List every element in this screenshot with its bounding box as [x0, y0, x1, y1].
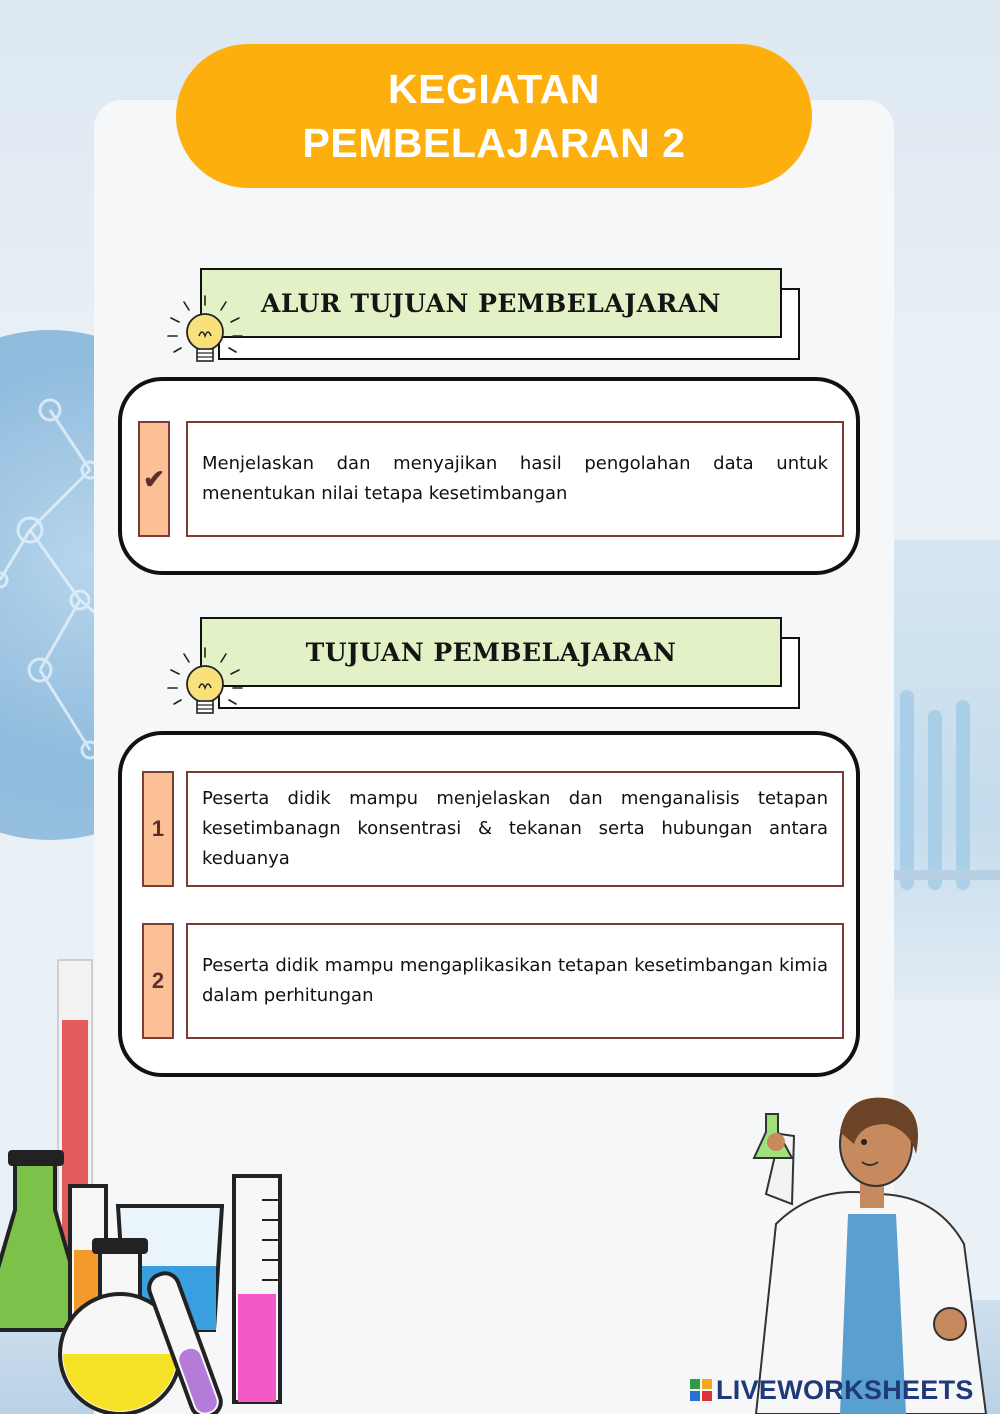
tujuan-item-text: Peserta didik mampu menjelaskan dan menganalisis tetapan kesetimbanagn konsentrasi & tekanan serta hubungan antara keduanya	[202, 788, 828, 869]
title-line-2: PEMBELAJARAN 2	[302, 120, 686, 166]
background-test-tubes	[890, 540, 1000, 1000]
test-tubes-icon	[890, 540, 1000, 1000]
light-bulb-icon	[164, 292, 246, 374]
check-icon: ✔	[138, 421, 170, 537]
alur-container	[118, 377, 860, 575]
header-label-box	[200, 268, 782, 338]
item-number-badge: 1	[142, 771, 174, 887]
item-number-badge: 2	[142, 923, 174, 1039]
liveworksheets-logo	[690, 1374, 974, 1406]
section-header-alur	[200, 268, 800, 360]
light-bulb-icon	[164, 644, 246, 726]
section-header-tujuan	[200, 617, 800, 709]
title-line-1: KEGIATAN	[387, 66, 601, 112]
section-heading-alur: ALUR TUJUAN PEMBELAJARAN	[260, 288, 722, 318]
header-label-box	[200, 617, 782, 687]
list-item	[186, 421, 844, 537]
title-banner	[176, 44, 812, 188]
list-item	[186, 771, 844, 887]
tujuan-item-text: Peserta didik mampu mengaplikasikan tetapan kesetimbangan kimia dalam perhitungan	[202, 955, 828, 1006]
liveworksheets-logo-icon	[690, 1379, 712, 1401]
section-heading-tujuan: TUJUAN PEMBELAJARAN	[305, 637, 677, 667]
scientist-illustration	[736, 1074, 1000, 1414]
brand-text: LIVEWORKSHEETS	[716, 1374, 974, 1405]
lab-glassware-illustration	[0, 950, 300, 1414]
alur-item-text: Menjelaskan dan menyajikan hasil pengolahan data untuk menentukan nilai tetapa kesetimbangan	[202, 453, 828, 504]
